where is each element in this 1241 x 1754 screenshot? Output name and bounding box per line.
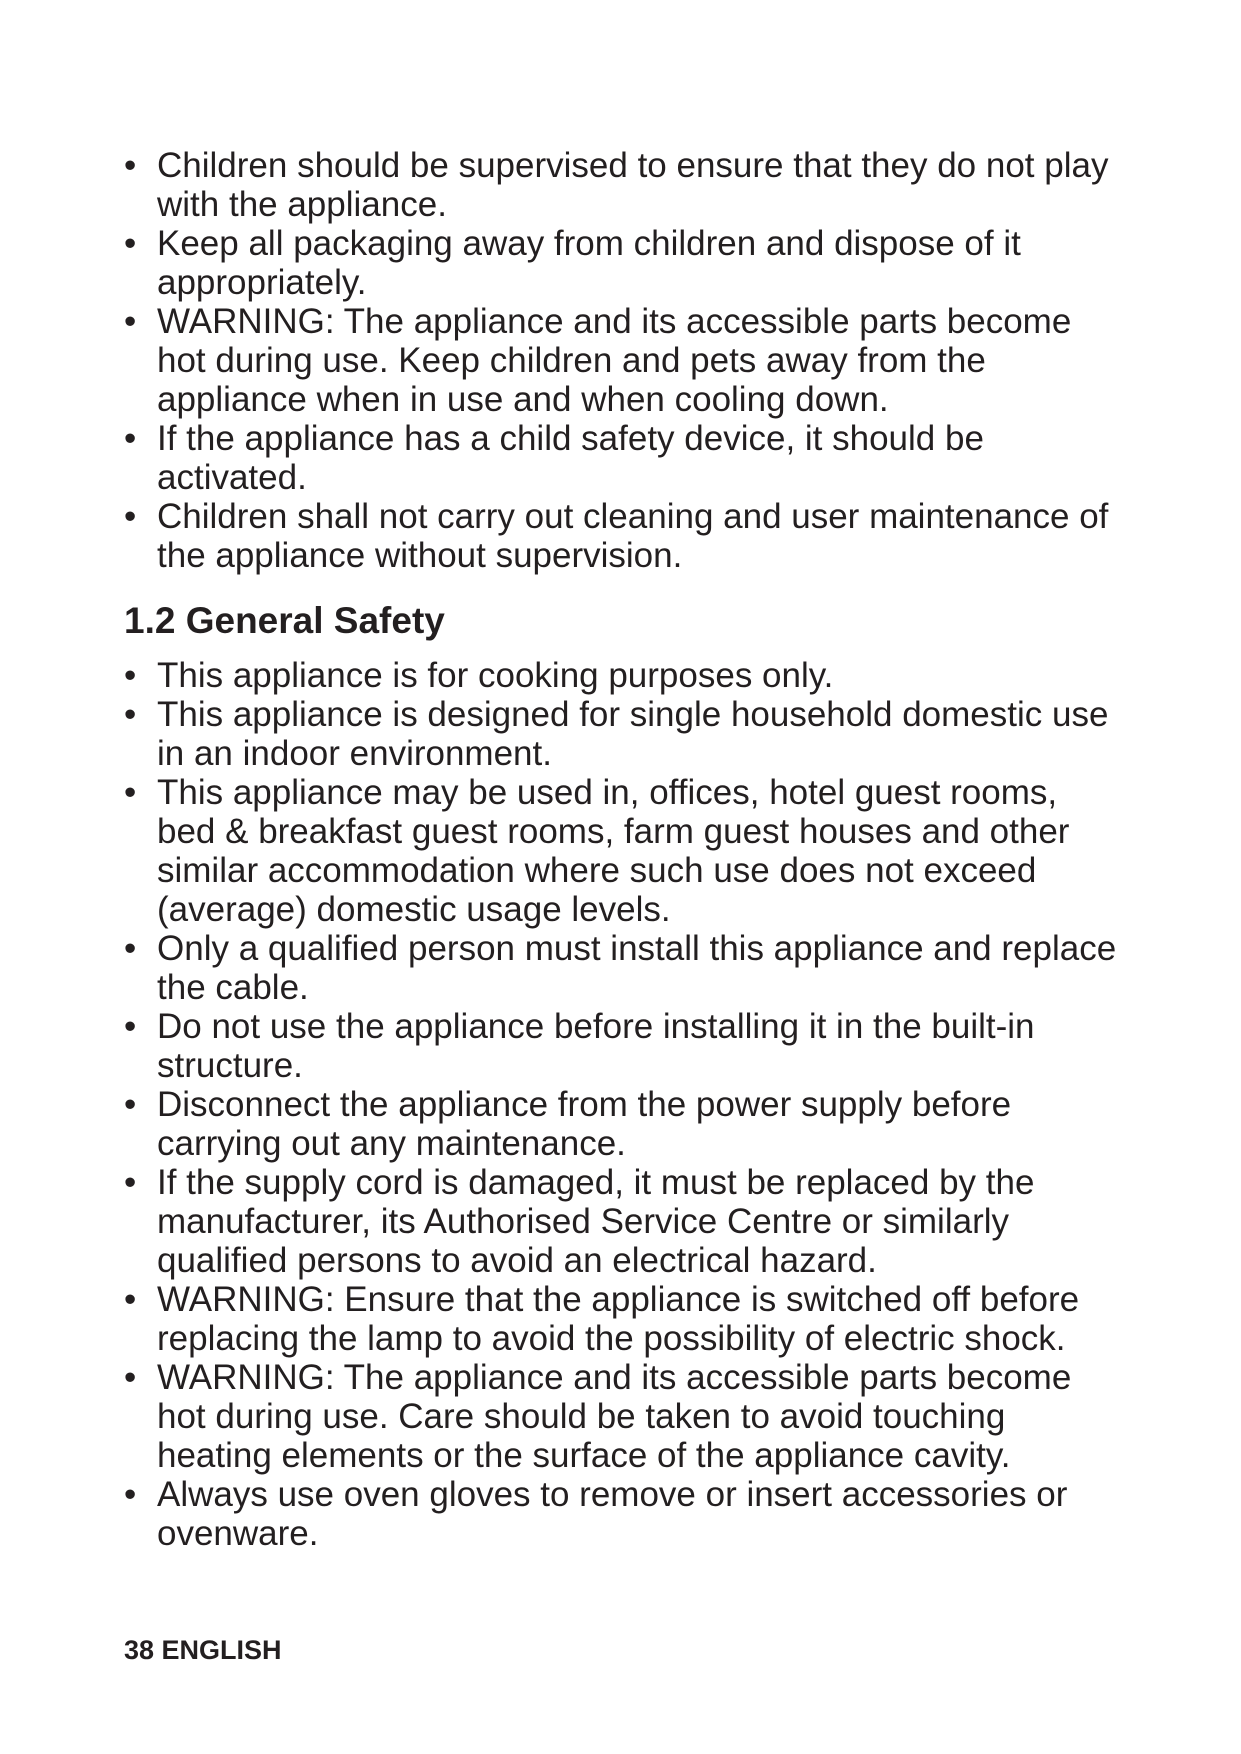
list-item xyxy=(124,1358,1124,1475)
list-item-text: Only a qualified person must install this appliance and replace the cable. xyxy=(157,929,1117,1007)
bullet: • xyxy=(124,929,137,968)
list-item xyxy=(124,1163,1124,1280)
section-heading: 1.2 General Safety xyxy=(124,600,445,641)
bullet: • xyxy=(124,1358,137,1397)
list-item xyxy=(124,302,1124,419)
list-item-text: This appliance is designed for single household domestic use in an indoor environment. xyxy=(157,695,1109,773)
bullet: • xyxy=(124,1475,137,1514)
bullet: • xyxy=(124,146,137,185)
bullet: • xyxy=(124,497,137,536)
list-item xyxy=(124,1007,1124,1085)
child-safety-list xyxy=(124,146,1124,575)
general-safety-list xyxy=(124,656,1124,1553)
list-item xyxy=(124,929,1124,1007)
list-item xyxy=(124,1280,1124,1358)
bullet: • xyxy=(124,1007,137,1046)
list-item xyxy=(124,146,1124,224)
list-item-text: Always use oven gloves to remove or insert accessories or ovenware. xyxy=(157,1475,1068,1553)
list-item xyxy=(124,773,1124,929)
bullet: • xyxy=(124,695,137,734)
bullet: • xyxy=(124,773,137,812)
bullet: • xyxy=(124,656,137,695)
list-item-text: This appliance may be used in, offices, hotel guest rooms, bed & breakfast guest rooms, farm guest houses and other similar accommodation where such use does not exceed (average) domestic usage levels. xyxy=(157,773,1070,929)
list-item-text: This appliance is for cooking purposes only. xyxy=(157,656,834,695)
bullet: • xyxy=(124,1280,137,1319)
list-item-text: If the supply cord is damaged, it must be replaced by the manufacturer, its Authorised Service Centre or similarly qualified persons to avoid an electrical hazard. xyxy=(157,1163,1035,1280)
list-item xyxy=(124,656,1124,695)
list-item xyxy=(124,419,1124,497)
list-item-text: Children shall not carry out cleaning and user maintenance of the appliance without supervision. xyxy=(157,497,1109,575)
list-item-text: Keep all packaging away from children and dispose of it appropriately. xyxy=(157,224,1021,302)
list-item-text: WARNING: Ensure that the appliance is switched off before replacing the lamp to avoid the possibility of electric shock. xyxy=(157,1280,1080,1358)
list-item xyxy=(124,224,1124,302)
bullet: • xyxy=(124,1085,137,1124)
list-item-text: Children should be supervised to ensure that they do not play with the appliance. xyxy=(157,146,1109,224)
list-item-text: WARNING: The appliance and its accessible parts become hot during use. Care should be taken to avoid touching heating elements or the surface of the appliance cavity. xyxy=(157,1358,1072,1475)
list-item xyxy=(124,497,1124,575)
bullet: • xyxy=(124,302,137,341)
bullet: • xyxy=(124,419,137,458)
list-item-text: Disconnect the appliance from the power supply before carrying out any maintenance. xyxy=(157,1085,1012,1163)
page-footer: 38 ENGLISH xyxy=(124,1635,282,1665)
list-item-text: If the appliance has a child safety device, it should be activated. xyxy=(157,419,984,497)
list-item-text: Do not use the appliance before installing it in the built-in structure. xyxy=(157,1007,1035,1085)
bullet: • xyxy=(124,1163,137,1202)
list-item xyxy=(124,695,1124,773)
list-item xyxy=(124,1475,1124,1553)
list-item-text: WARNING: The appliance and its accessible parts become hot during use. Keep children and pets away from the appliance when in use and when cooling down. xyxy=(157,302,1072,419)
list-item xyxy=(124,1085,1124,1163)
bullet: • xyxy=(124,224,137,263)
